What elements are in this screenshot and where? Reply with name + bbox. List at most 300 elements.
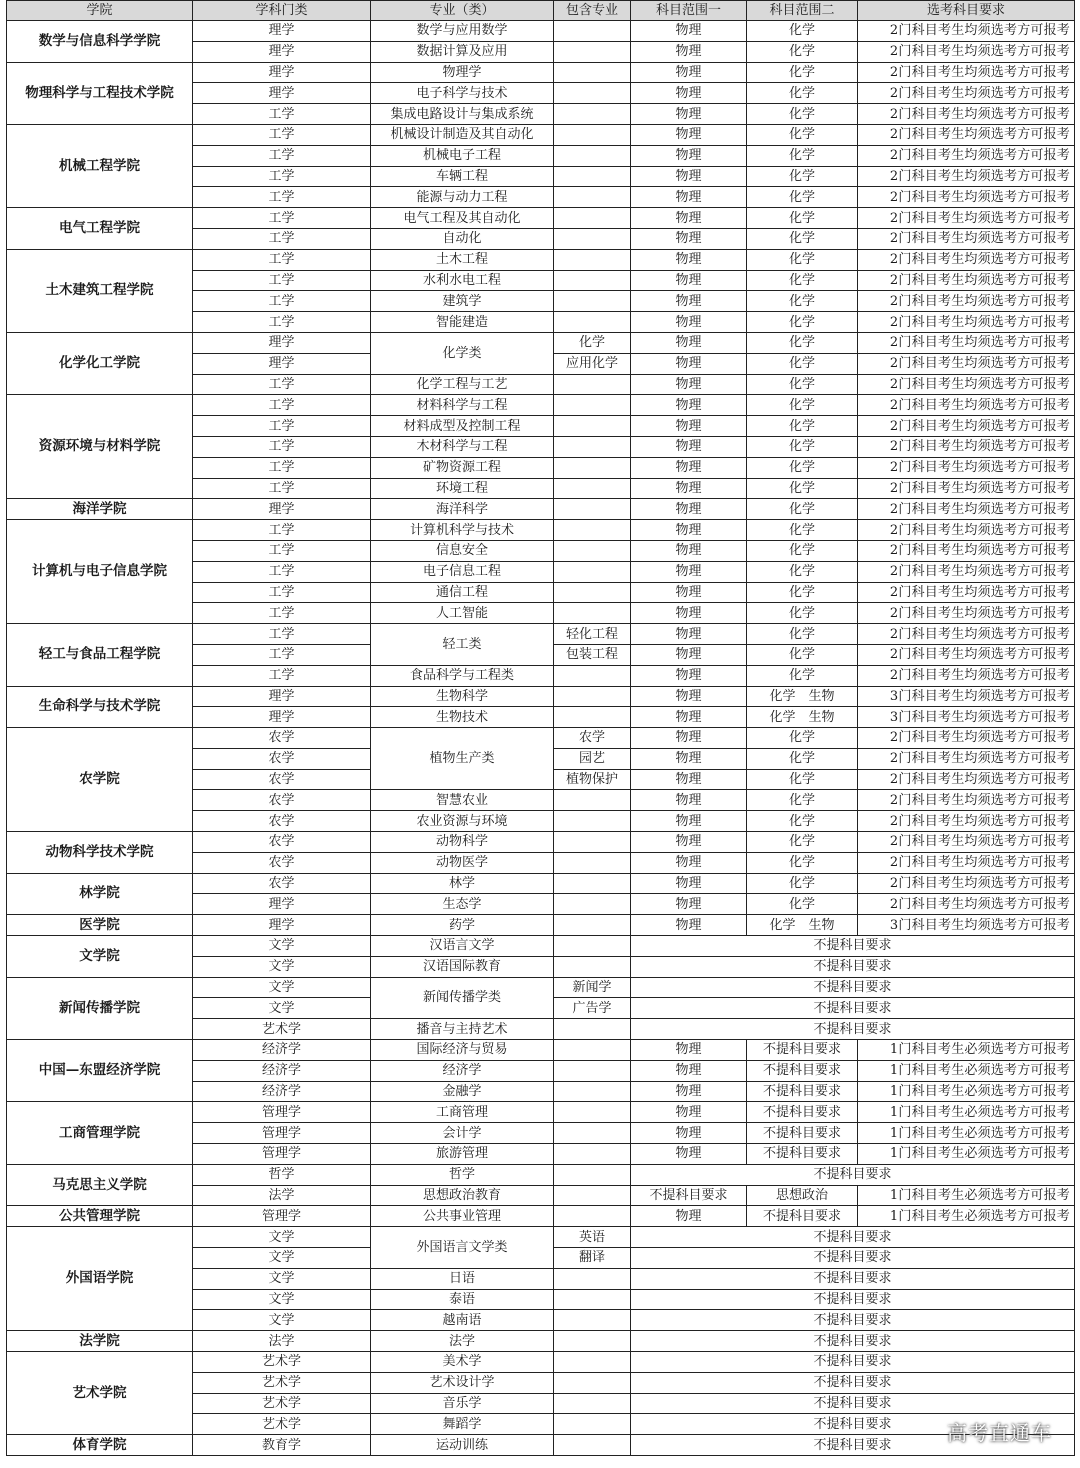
included-major-cell [554,561,631,582]
requirement-cell: 1门科目考生必须选考方可报考 [858,1144,1075,1165]
major-cell: 材料成型及控制工程 [371,416,554,437]
included-major-cell [554,395,631,416]
subject-range-1-cell: 不提科目要求 [631,1185,747,1206]
subject-range-1-cell: 物理 [631,21,747,42]
no-requirement-cell: 不提科目要求 [631,1310,1075,1331]
table-row [7,21,1075,42]
included-major-cell [554,852,631,873]
discipline-cell: 文学 [193,1268,371,1289]
discipline-cell: 工学 [193,187,371,208]
major-cell: 水利水电工程 [371,270,554,291]
subject-range-1-cell: 物理 [631,1060,747,1081]
included-major-cell [554,1393,631,1414]
subject-range-2-cell: 化学 [747,83,858,104]
major-cell: 农业资源与环境 [371,811,554,832]
included-major-cell: 化学 [554,332,631,353]
included-major-cell [554,707,631,728]
subject-range-1-cell: 物理 [631,312,747,333]
included-major-cell: 新闻学 [554,977,631,998]
table-row [7,520,1075,541]
subject-range-1-cell: 物理 [631,62,747,83]
included-major-cell [554,1123,631,1144]
major-cell: 日语 [371,1268,554,1289]
subject-range-2-cell: 化学 [747,457,858,478]
included-major-cell [554,915,631,936]
discipline-cell: 艺术学 [193,1393,371,1414]
college-name: 计算机与电子信息学院 [7,520,193,624]
table-row [7,873,1075,894]
requirement-cell: 1门科目考生必须选考方可报考 [858,1040,1075,1061]
major-cell: 工商管理 [371,1102,554,1123]
major-cell: 生物技术 [371,707,554,728]
college-name: 数学与信息科学学院 [7,21,193,63]
requirement-cell: 2门科目考生均须选考方可报考 [858,561,1075,582]
major-cell: 生态学 [371,894,554,915]
college-name: 机械工程学院 [7,124,193,207]
included-major-cell [554,145,631,166]
requirement-cell: 2门科目考生均须选考方可报考 [858,478,1075,499]
discipline-cell: 工学 [193,665,371,686]
subject-range-2-cell: 化学 [747,832,858,853]
subject-range-2-cell: 不提科目要求 [747,1060,858,1081]
major-cell: 会计学 [371,1123,554,1144]
discipline-cell: 理学 [193,707,371,728]
included-major-cell [554,520,631,541]
discipline-cell: 工学 [193,249,371,270]
major-cell: 动物医学 [371,852,554,873]
college-name: 医学院 [7,915,193,936]
no-requirement-cell: 不提科目要求 [631,1352,1075,1373]
college-name: 公共管理学院 [7,1206,193,1227]
subject-range-1-cell: 物理 [631,104,747,125]
subject-range-2-cell: 化学 [747,208,858,229]
subject-range-1-cell: 物理 [631,582,747,603]
discipline-cell: 工学 [193,457,371,478]
major-cell: 新闻传播学类 [371,977,554,1019]
included-major-cell [554,104,631,125]
included-major-cell [554,1185,631,1206]
college-name: 马克思主义学院 [7,1164,193,1206]
subject-range-1-cell: 物理 [631,520,747,541]
subject-range-1-cell: 物理 [631,166,747,187]
discipline-cell: 理学 [193,21,371,42]
table-row [7,249,1075,270]
requirement-cell: 2门科目考生均须选考方可报考 [858,769,1075,790]
included-major-cell: 园艺 [554,748,631,769]
discipline-cell: 艺术学 [193,1352,371,1373]
included-major-cell [554,686,631,707]
major-cell: 机械设计制造及其自动化 [371,124,554,145]
discipline-cell: 教育学 [193,1435,371,1456]
requirement-cell: 2门科目考生均须选考方可报考 [858,249,1075,270]
no-requirement-cell: 不提科目要求 [631,1248,1075,1269]
discipline-cell: 经济学 [193,1060,371,1081]
requirement-cell: 2门科目考生均须选考方可报考 [858,832,1075,853]
included-major-cell [554,1414,631,1435]
subject-range-1-cell: 物理 [631,395,747,416]
college-name: 农学院 [7,728,193,832]
discipline-cell: 法学 [193,1185,371,1206]
discipline-cell: 工学 [193,145,371,166]
subject-range-1-cell: 物理 [631,832,747,853]
subject-range-1-cell: 物理 [631,707,747,728]
discipline-cell: 工学 [193,582,371,603]
discipline-cell: 工学 [193,624,371,645]
major-cell: 数据计算及应用 [371,41,554,62]
major-cell: 信息安全 [371,540,554,561]
subject-range-2-cell: 不提科目要求 [747,1040,858,1061]
requirement-cell: 2门科目考生均须选考方可报考 [858,540,1075,561]
table-row [7,395,1075,416]
discipline-cell: 工学 [193,395,371,416]
table-row [7,1331,1075,1352]
major-cell: 矿物资源工程 [371,457,554,478]
subject-range-1-cell: 物理 [631,686,747,707]
included-major-cell: 轻化工程 [554,624,631,645]
college-name: 物理科学与工程技术学院 [7,62,193,124]
requirement-cell: 2门科目考生均须选考方可报考 [858,104,1075,125]
included-major-cell [554,1206,631,1227]
major-cell: 化学类 [371,332,554,374]
discipline-cell: 农学 [193,852,371,873]
included-major-cell: 应用化学 [554,353,631,374]
table-row [7,686,1075,707]
subject-range-2-cell: 不提科目要求 [747,1102,858,1123]
included-major-cell [554,665,631,686]
major-cell: 轻工类 [371,624,554,666]
major-cell: 环境工程 [371,478,554,499]
discipline-cell: 文学 [193,936,371,957]
discipline-cell: 文学 [193,1227,371,1248]
requirement-cell: 1门科目考生必须选考方可报考 [858,1123,1075,1144]
requirement-cell: 2门科目考生均须选考方可报考 [858,624,1075,645]
subject-range-2-cell: 化学 [747,644,858,665]
included-major-cell [554,1289,631,1310]
discipline-cell: 农学 [193,811,371,832]
subject-range-2-cell: 化学 [747,499,858,520]
major-cell: 集成电路设计与集成系统 [371,104,554,125]
major-cell: 计算机科学与技术 [371,520,554,541]
included-major-cell [554,811,631,832]
subject-range-2-cell: 思想政治 [747,1185,858,1206]
discipline-cell: 工学 [193,644,371,665]
subject-range-1-cell: 物理 [631,249,747,270]
subject-range-2-cell: 不提科目要求 [747,1144,858,1165]
header-college: 学院 [7,1,193,21]
college-name: 电气工程学院 [7,208,193,250]
major-cell: 机械电子工程 [371,145,554,166]
subject-range-1-cell: 物理 [631,1081,747,1102]
requirement-cell: 2门科目考生均须选考方可报考 [858,145,1075,166]
no-requirement-cell: 不提科目要求 [631,1019,1075,1040]
requirement-cell: 2门科目考生均须选考方可报考 [858,644,1075,665]
included-major-cell [554,228,631,249]
subject-range-1-cell: 物理 [631,124,747,145]
major-cell: 通信工程 [371,582,554,603]
subject-range-2-cell: 不提科目要求 [747,1081,858,1102]
subject-range-1-cell: 物理 [631,1102,747,1123]
discipline-cell: 管理学 [193,1144,371,1165]
discipline-cell: 管理学 [193,1206,371,1227]
major-cell: 汉语国际教育 [371,956,554,977]
requirement-cell: 2门科目考生均须选考方可报考 [858,228,1075,249]
requirement-cell: 2门科目考生均须选考方可报考 [858,665,1075,686]
included-major-cell [554,1331,631,1352]
no-requirement-cell: 不提科目要求 [631,977,1075,998]
subject-range-1-cell: 物理 [631,624,747,645]
subject-range-2-cell: 化学 [747,873,858,894]
included-major-cell: 包装工程 [554,644,631,665]
included-major-cell [554,1435,631,1456]
requirement-cell: 2门科目考生均须选考方可报考 [858,124,1075,145]
major-cell: 林学 [371,873,554,894]
subject-range-2-cell: 化学 [747,728,858,749]
college-name: 外国语学院 [7,1227,193,1331]
table-row [7,1164,1075,1185]
included-major-cell [554,436,631,457]
college-name: 中国—东盟经济学院 [7,1040,193,1102]
subject-range-1-cell: 物理 [631,208,747,229]
requirement-cell: 2门科目考生均须选考方可报考 [858,603,1075,624]
included-major-cell [554,291,631,312]
college-name: 生命科学与技术学院 [7,686,193,728]
subject-range-2-cell: 化学 [747,624,858,645]
subject-range-2-cell: 化学 [747,894,858,915]
discipline-cell: 工学 [193,270,371,291]
included-major-cell [554,124,631,145]
subject-range-1-cell: 物理 [631,748,747,769]
major-cell: 电气工程及其自动化 [371,208,554,229]
subject-range-2-cell: 化学 [747,270,858,291]
requirement-cell: 2门科目考生均须选考方可报考 [858,270,1075,291]
subject-range-1-cell: 物理 [631,1040,747,1061]
discipline-cell: 艺术学 [193,1019,371,1040]
requirement-cell: 2门科目考生均须选考方可报考 [858,811,1075,832]
table-row [7,1435,1075,1456]
included-major-cell: 英语 [554,1227,631,1248]
requirement-cell: 2门科目考生均须选考方可报考 [858,728,1075,749]
included-major-cell: 翻译 [554,1248,631,1269]
discipline-cell: 工学 [193,374,371,395]
subject-range-2-cell: 化学 [747,374,858,395]
discipline-cell: 经济学 [193,1040,371,1061]
included-major-cell [554,894,631,915]
included-major-cell [554,1164,631,1185]
discipline-cell: 工学 [193,312,371,333]
requirement-cell: 2门科目考生均须选考方可报考 [858,332,1075,353]
requirement-cell: 2门科目考生均须选考方可报考 [858,208,1075,229]
watermark: 高考直通车 [947,1421,1052,1445]
requirement-cell: 2门科目考生均须选考方可报考 [858,187,1075,208]
requirement-cell: 1门科目考生必须选考方可报考 [858,1206,1075,1227]
no-requirement-cell: 不提科目要求 [631,1164,1075,1185]
included-major-cell [554,499,631,520]
requirement-cell: 3门科目考生均须选考方可报考 [858,915,1075,936]
subject-range-2-cell: 化学 [747,478,858,499]
included-major-cell [554,582,631,603]
header-subject-range-1: 科目范围一 [631,1,747,21]
subject-range-1-cell: 物理 [631,1123,747,1144]
table-row [7,499,1075,520]
subject-range-2-cell: 化学 [747,561,858,582]
subject-range-2-cell: 化学 [747,249,858,270]
included-major-cell [554,873,631,894]
requirement-cell: 2门科目考生均须选考方可报考 [858,520,1075,541]
major-cell: 动物科学 [371,832,554,853]
requirement-cell: 1门科目考生必须选考方可报考 [858,1102,1075,1123]
college-name: 新闻传播学院 [7,977,193,1039]
discipline-cell: 法学 [193,1331,371,1352]
subject-range-2-cell: 不提科目要求 [747,1206,858,1227]
table-row [7,1352,1075,1373]
included-major-cell [554,1102,631,1123]
major-cell: 能源与动力工程 [371,187,554,208]
subject-range-1-cell: 物理 [631,291,747,312]
requirement-cell: 2门科目考生均须选考方可报考 [858,499,1075,520]
major-cell: 木材科学与工程 [371,436,554,457]
subject-range-2-cell: 化学 [747,582,858,603]
major-cell: 智能建造 [371,312,554,333]
requirement-cell: 2门科目考生均须选考方可报考 [858,21,1075,42]
major-cell: 植物生产类 [371,728,554,790]
major-cell: 自动化 [371,228,554,249]
major-cell: 土木工程 [371,249,554,270]
subject-range-1-cell: 物理 [631,83,747,104]
included-major-cell [554,1352,631,1373]
requirement-cell: 2门科目考生均须选考方可报考 [858,395,1075,416]
college-name: 工商管理学院 [7,1102,193,1164]
subject-range-1-cell: 物理 [631,769,747,790]
major-cell: 外国语言文学类 [371,1227,554,1269]
subject-range-2-cell: 化学 [747,62,858,83]
included-major-cell [554,21,631,42]
subject-range-1-cell: 物理 [631,540,747,561]
discipline-cell: 管理学 [193,1123,371,1144]
college-name: 资源环境与材料学院 [7,395,193,499]
no-requirement-cell: 不提科目要求 [631,936,1075,957]
discipline-cell: 哲学 [193,1164,371,1185]
major-cell: 经济学 [371,1060,554,1081]
table-body [7,21,1075,1456]
major-cell: 运动训练 [371,1435,554,1456]
subject-range-2-cell: 化学 [747,124,858,145]
major-cell: 海洋科学 [371,499,554,520]
discipline-cell: 工学 [193,478,371,499]
subject-range-1-cell: 物理 [631,478,747,499]
subject-range-2-cell: 化学 [747,291,858,312]
subject-range-2-cell: 不提科目要求 [747,1123,858,1144]
subject-range-2-cell: 化学 生物 [747,915,858,936]
subject-range-2-cell: 化学 [747,166,858,187]
discipline-cell: 工学 [193,291,371,312]
included-major-cell [554,187,631,208]
included-major-cell [554,312,631,333]
discipline-cell: 理学 [193,686,371,707]
included-major-cell [554,1372,631,1393]
included-major-cell [554,457,631,478]
discipline-cell: 理学 [193,499,371,520]
included-major-cell [554,270,631,291]
requirement-cell: 2门科目考生均须选考方可报考 [858,790,1075,811]
discipline-cell: 理学 [193,915,371,936]
subject-range-1-cell: 物理 [631,561,747,582]
college-name: 海洋学院 [7,499,193,520]
table-row [7,936,1075,957]
included-major-cell [554,603,631,624]
college-name: 文学院 [7,936,193,978]
subject-range-1-cell: 物理 [631,457,747,478]
subject-range-1-cell: 物理 [631,353,747,374]
discipline-cell: 文学 [193,1310,371,1331]
no-requirement-cell: 不提科目要求 [631,1414,1075,1435]
subject-range-1-cell: 物理 [631,332,747,353]
discipline-cell: 工学 [193,436,371,457]
included-major-cell: 广告学 [554,998,631,1019]
table-row [7,1227,1075,1248]
subject-range-2-cell: 化学 [747,395,858,416]
no-requirement-cell: 不提科目要求 [631,1435,1075,1456]
table-row [7,977,1075,998]
major-cell: 物理学 [371,62,554,83]
major-cell: 化学工程与工艺 [371,374,554,395]
subject-range-1-cell: 物理 [631,145,747,166]
included-major-cell [554,374,631,395]
included-major-cell [554,832,631,853]
college-name: 法学院 [7,1331,193,1352]
subject-range-2-cell: 化学 [747,540,858,561]
requirement-cell: 2门科目考生均须选考方可报考 [858,83,1075,104]
subject-range-2-cell: 化学 [747,332,858,353]
subject-range-2-cell: 化学 [747,21,858,42]
table-row [7,332,1075,353]
discipline-cell: 艺术学 [193,1372,371,1393]
discipline-cell: 工学 [193,520,371,541]
subject-range-2-cell: 化学 [747,603,858,624]
included-major-cell [554,208,631,229]
requirement-cell: 2门科目考生均须选考方可报考 [858,894,1075,915]
included-major-cell [554,540,631,561]
discipline-cell: 工学 [193,208,371,229]
subject-range-2-cell: 化学 [747,145,858,166]
requirement-cell: 2门科目考生均须选考方可报考 [858,312,1075,333]
table-row [7,208,1075,229]
major-cell: 车辆工程 [371,166,554,187]
included-major-cell [554,249,631,270]
requirement-cell: 1门科目考生必须选考方可报考 [858,1185,1075,1206]
requirement-cell: 2门科目考生均须选考方可报考 [858,41,1075,62]
table-row [7,915,1075,936]
discipline-cell: 理学 [193,332,371,353]
requirement-cell: 3门科目考生均须选考方可报考 [858,707,1075,728]
discipline-cell: 工学 [193,540,371,561]
subject-range-1-cell: 物理 [631,228,747,249]
discipline-cell: 农学 [193,769,371,790]
discipline-cell: 工学 [193,166,371,187]
subject-range-2-cell: 化学 [747,353,858,374]
included-major-cell [554,1310,631,1331]
header-requirement: 选考科目要求 [858,1,1075,21]
subject-range-1-cell: 物理 [631,852,747,873]
included-major-cell [554,790,631,811]
included-major-cell [554,478,631,499]
discipline-cell: 农学 [193,748,371,769]
subject-range-2-cell: 化学 [747,436,858,457]
subject-range-2-cell: 化学 [747,665,858,686]
subject-requirements-table [6,0,1075,1456]
discipline-cell: 经济学 [193,1081,371,1102]
discipline-cell: 管理学 [193,1102,371,1123]
major-cell: 材料科学与工程 [371,395,554,416]
